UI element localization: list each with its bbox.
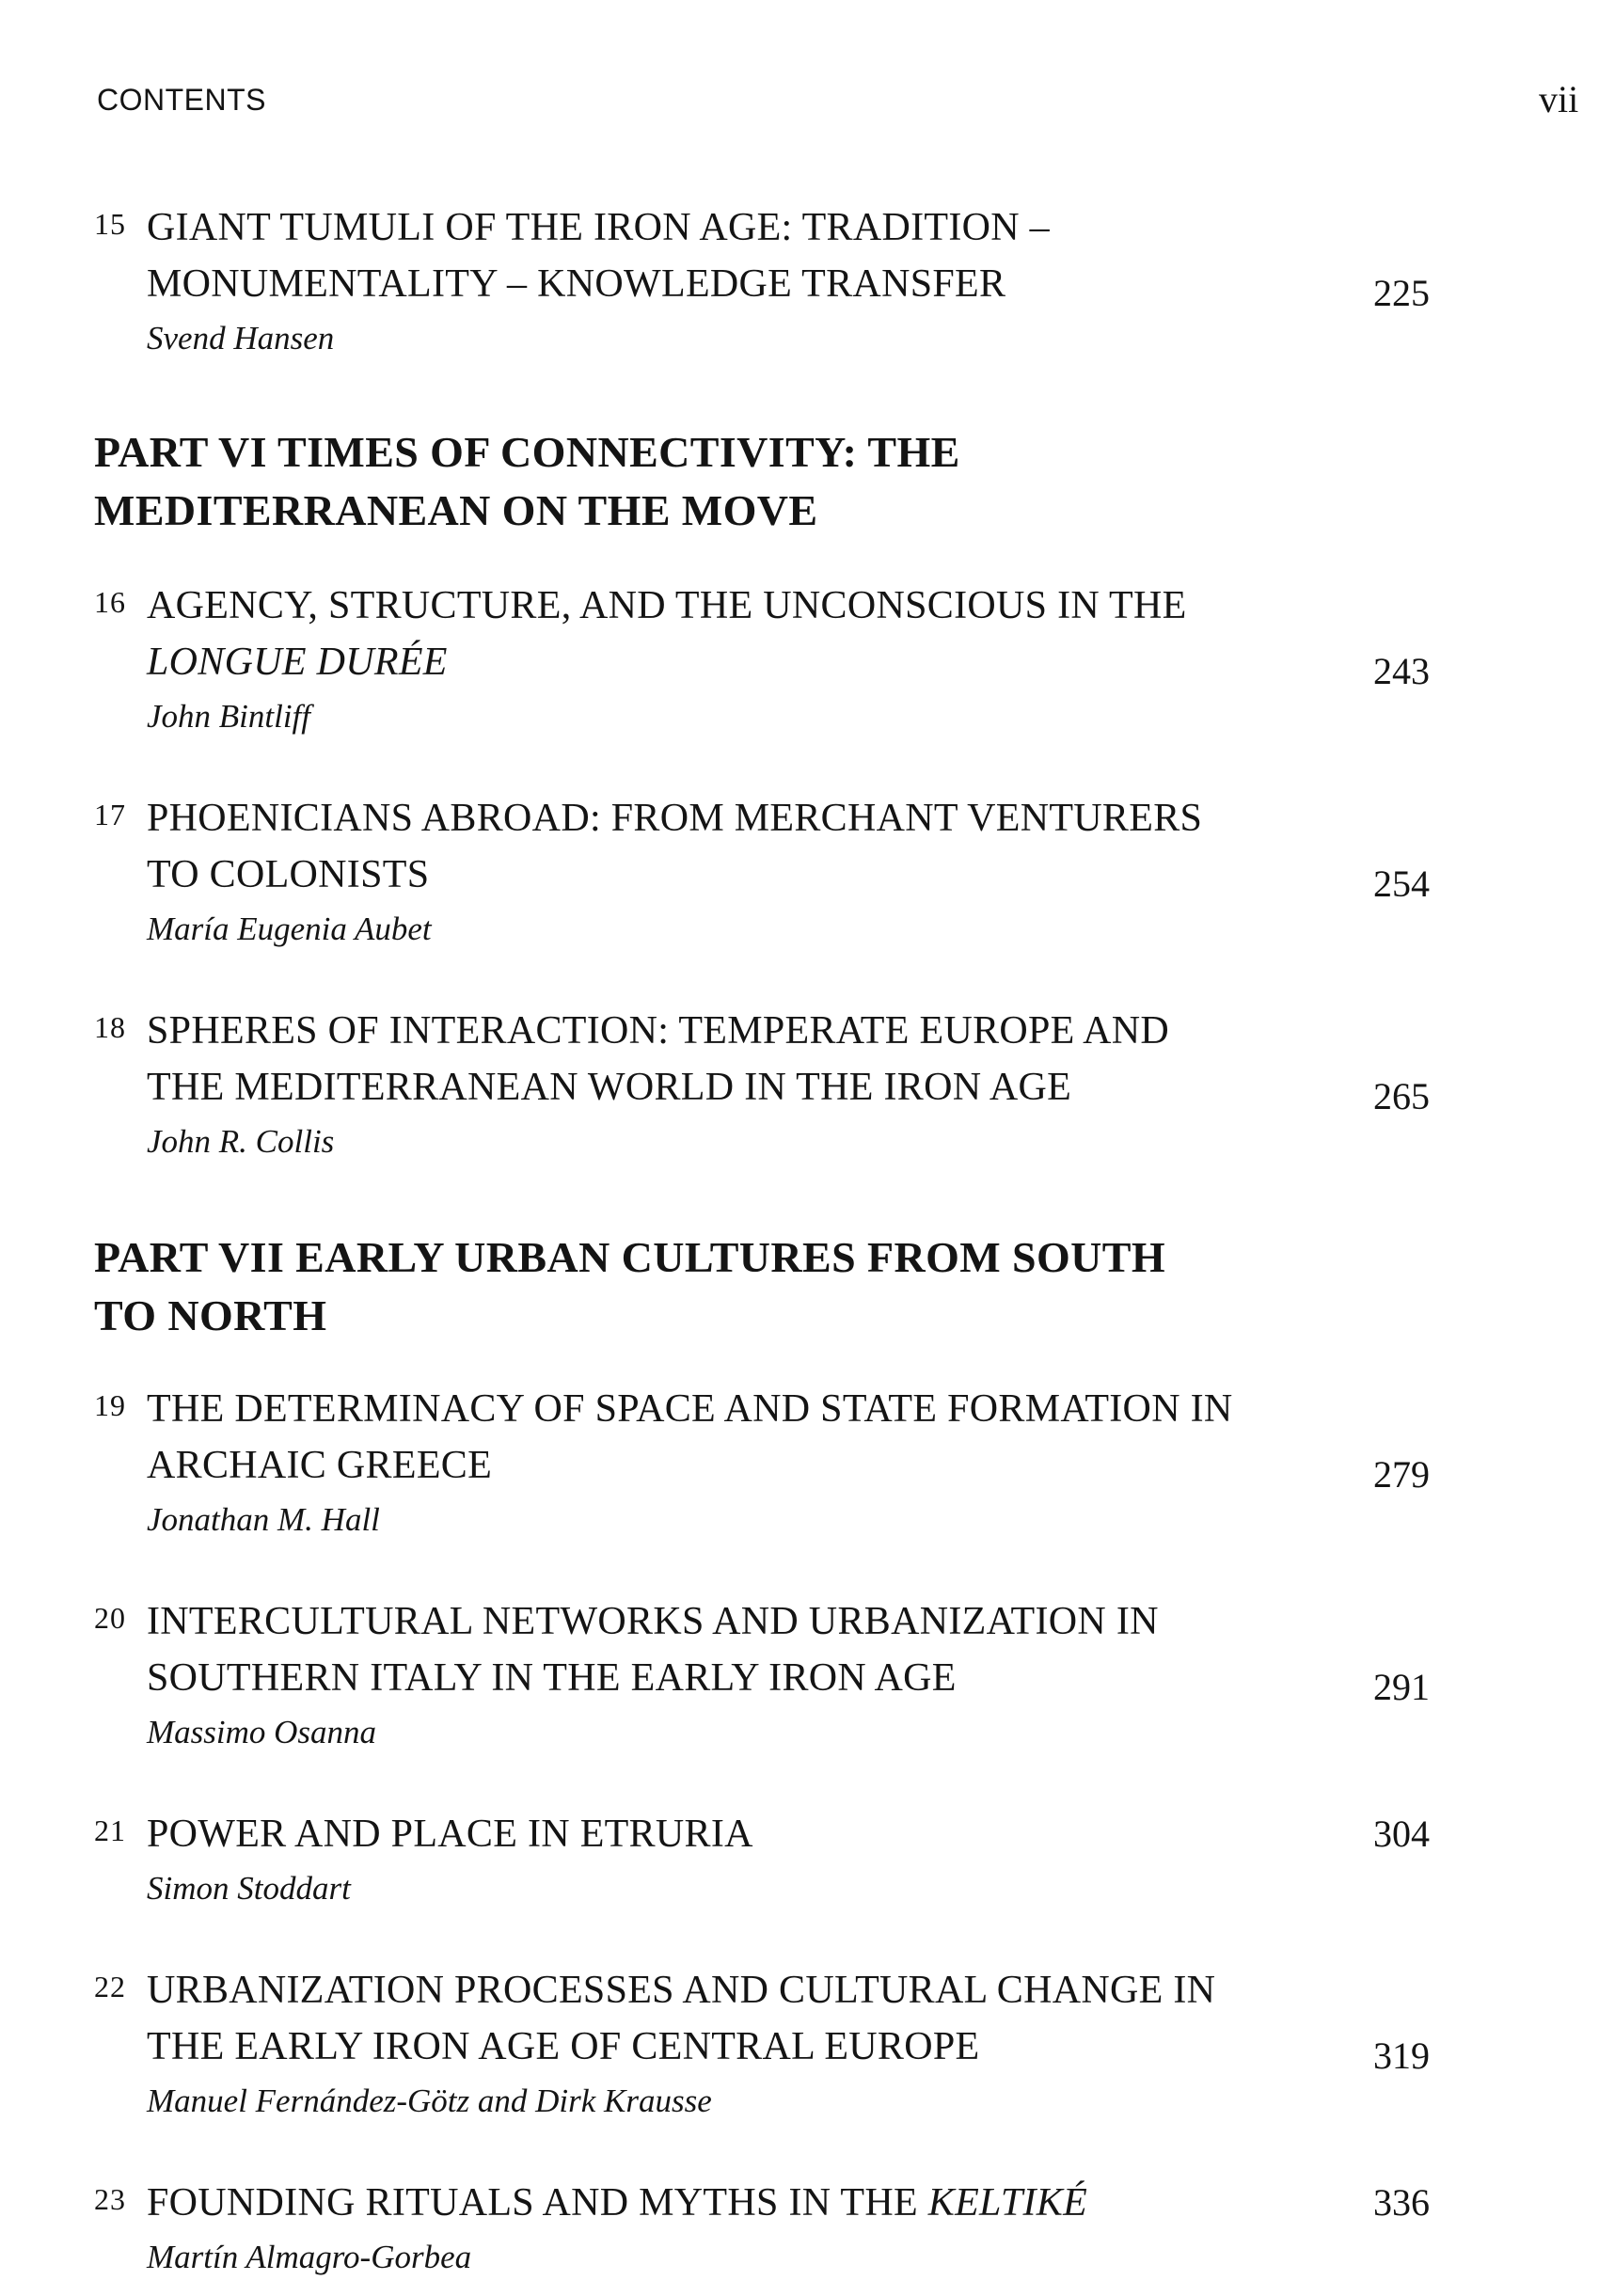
chapter-title-line: SPHERES OF INTERACTION: TEMPERATE EUROPE AND bbox=[147, 1009, 1170, 1053]
chapter-title-line: PHOENICIANS ABROAD: FROM MERCHANT VENTURERS bbox=[147, 797, 1203, 840]
chapter-author: María Eugenia Aubet bbox=[147, 910, 432, 947]
chapter-title-line: THE EARLY IRON AGE OF CENTRAL EUROPE bbox=[147, 2025, 980, 2068]
chapter-title-line: GIANT TUMULI OF THE IRON AGE: TRADITION – bbox=[147, 206, 1050, 249]
chapter-title-line: FOUNDING RITUALS AND MYTHS IN THE bbox=[147, 2181, 918, 2225]
chapter-author: John R. Collis bbox=[147, 1123, 335, 1160]
chapter-title-line: TO COLONISTS bbox=[147, 853, 430, 896]
chapter-author: Martín Almagro-Gorbea bbox=[147, 2239, 472, 2275]
chapter-page: 279 bbox=[1373, 1453, 1430, 1496]
chapter-title-line: AGENCY, STRUCTURE, AND THE UNCONSCIOUS IN THE bbox=[147, 584, 1187, 627]
chapter-number: 18 bbox=[94, 1010, 126, 1044]
chapter-number: 17 bbox=[94, 798, 126, 831]
chapter-title-line: THE MEDITERRANEAN WORLD IN THE IRON AGE bbox=[147, 1066, 1072, 1109]
chapter-author: Massimo Osanna bbox=[147, 1714, 377, 1750]
chapter-title-line: THE DETERMINACY OF SPACE AND STATE FORMATION IN bbox=[147, 1387, 1233, 1431]
chapter-page: 319 bbox=[1373, 2035, 1430, 2077]
chapter-title-italic: LONGUE DURÉE bbox=[147, 641, 448, 684]
chapter-page: 304 bbox=[1373, 1813, 1430, 1855]
chapter-title-italic: KELTIKÉ bbox=[927, 2181, 1088, 2225]
chapter-number: 19 bbox=[94, 1388, 126, 1422]
chapter-number: 16 bbox=[94, 585, 126, 619]
chapter-number: 15 bbox=[94, 207, 126, 241]
chapter-title-line: SOUTHERN ITALY IN THE EARLY IRON AGE bbox=[147, 1656, 957, 1700]
part-heading-line: PART VI TIMES OF CONNECTIVITY: THE bbox=[94, 428, 960, 476]
chapter-author: Manuel Fernández-Götz and Dirk Krausse bbox=[147, 2082, 712, 2119]
chapter-title-line: POWER AND PLACE IN ETRURIA bbox=[147, 1813, 753, 1856]
chapter-number: 23 bbox=[94, 2182, 126, 2216]
toc-entry-23[interactable] bbox=[94, 2175, 1430, 2278]
chapter-title-line: ARCHAIC GREECE bbox=[147, 1444, 493, 1487]
chapter-title-line: MONUMENTALITY – KNOWLEDGE TRANSFER bbox=[147, 262, 1006, 306]
chapter-author: John Bintliff bbox=[147, 698, 311, 735]
part-heading-line: MEDITERRANEAN ON THE MOVE bbox=[94, 486, 818, 534]
chapter-title-line: URBANIZATION PROCESSES AND CULTURAL CHANGE IN bbox=[147, 1969, 1216, 2012]
toc-entry-20[interactable] bbox=[94, 1593, 1430, 1753]
chapter-number: 20 bbox=[94, 1601, 126, 1635]
chapter-author: Simon Stoddart bbox=[147, 1870, 351, 1907]
chapter-page: 336 bbox=[1373, 2181, 1430, 2224]
toc-entry-16[interactable] bbox=[94, 578, 1430, 737]
chapter-page: 243 bbox=[1373, 650, 1430, 692]
chapter-title-line: INTERCULTURAL NETWORKS AND URBANIZATION IN bbox=[147, 1600, 1159, 1643]
toc-entry-15[interactable] bbox=[94, 199, 1430, 359]
page-number: vii bbox=[1539, 78, 1579, 120]
chapter-number: 21 bbox=[94, 1813, 126, 1847]
chapter-author: Jonathan M. Hall bbox=[147, 1501, 380, 1538]
toc-entry-21[interactable] bbox=[94, 1806, 1430, 1909]
part-heading-vi bbox=[94, 423, 1317, 540]
part-heading-line: PART VII EARLY URBAN CULTURES FROM SOUTH bbox=[94, 1233, 1166, 1281]
chapter-page: 225 bbox=[1373, 272, 1430, 314]
running-head: CONTENTS bbox=[97, 83, 266, 117]
chapter-number: 22 bbox=[94, 1970, 126, 2003]
toc-entry-17[interactable] bbox=[94, 790, 1430, 950]
chapter-page: 254 bbox=[1373, 863, 1430, 905]
part-heading-vii bbox=[94, 1228, 1317, 1345]
chapter-page: 265 bbox=[1373, 1075, 1430, 1117]
chapter-page: 291 bbox=[1373, 1666, 1430, 1708]
toc-entry-19[interactable] bbox=[94, 1381, 1430, 1541]
toc-entry-18[interactable] bbox=[94, 1003, 1430, 1163]
part-heading-line: TO NORTH bbox=[94, 1291, 327, 1339]
toc-entry-22[interactable] bbox=[94, 1962, 1430, 2122]
chapter-author: Svend Hansen bbox=[147, 320, 335, 356]
